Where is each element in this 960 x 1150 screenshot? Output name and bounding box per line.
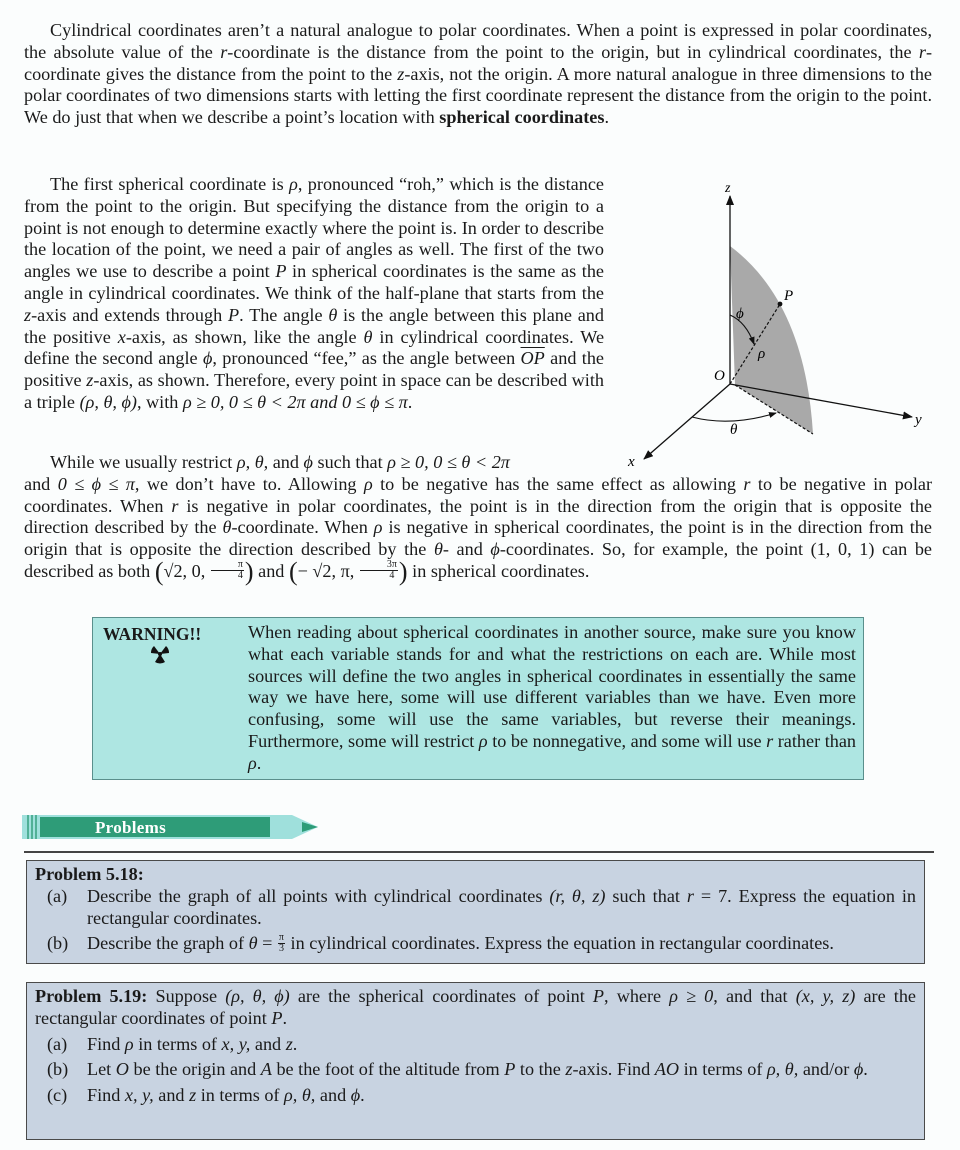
problem-part-a [35, 1034, 916, 1056]
math-expr: ρ ≥ 0, 0 ≤ θ < 2π and 0 ≤ ϕ ≤ π [182, 391, 408, 412]
text: in spherical coordinates. [407, 560, 590, 581]
problem-part-a [35, 886, 916, 930]
text: -axis, not the origin. A more natural analogue in three dimensions to the polar coordinates of two dimensions starts with letting the first coordinate represent the distance from the origin to the point. We do just that when we describe a point’s location with [24, 63, 932, 128]
fraction [278, 933, 285, 954]
text: is negative in spherical coordinates, the point is in the direction from the origin that is opposite the direction described by the [24, 517, 932, 560]
paren: ( [288, 556, 298, 586]
numerator: π [211, 560, 244, 571]
math-var: ρ, θ, [236, 452, 269, 472]
math-var: x [117, 326, 126, 347]
text: , and that [713, 986, 796, 1006]
text: are the rectangular coordinates of point [35, 986, 916, 1028]
text: , we don’t have to. Allowing [134, 473, 364, 494]
problems-banner-pencil [22, 812, 322, 842]
problem-number: Problem 5.19: [35, 986, 148, 1006]
text: Find [87, 1085, 125, 1106]
part-label: (b) [47, 933, 69, 954]
problem-number: Problem 5.18: [35, 864, 144, 884]
math-var: ϕ [853, 1059, 864, 1080]
text: = 7. Express the equation in rectangular coordinates. [87, 885, 916, 928]
text: and the positive [24, 348, 604, 391]
text: -coordinates. So, for example, the point (1, 0, 1) can be described as both [24, 539, 932, 581]
text: . The angle [239, 304, 329, 325]
text: and [253, 560, 289, 581]
part-label: (c) [47, 1085, 68, 1106]
math-var: ρ [124, 1033, 134, 1054]
text: -axis, as shown, like the angle [125, 326, 364, 347]
x-axis [644, 384, 730, 459]
math-var: z [565, 1059, 573, 1080]
paren: ( [154, 556, 164, 586]
text: , where [604, 986, 670, 1006]
label-O: O [714, 368, 725, 384]
math-var: P [271, 1007, 283, 1028]
paren: ) [398, 556, 408, 586]
text: . [256, 752, 262, 773]
math-var: ρ [478, 730, 488, 751]
text: Suppose [147, 986, 226, 1006]
warning-box [92, 617, 864, 780]
numerator: π [278, 931, 284, 943]
math-var: z [189, 1085, 197, 1106]
text: . [407, 391, 413, 412]
text: -coordinate. When [231, 517, 374, 538]
math-var: z [397, 63, 405, 84]
math-var: z [24, 304, 32, 325]
denominator: 4 [389, 570, 395, 582]
text: Describe the graph of [87, 933, 249, 954]
text: , pronounced “fee,” as the angle between [212, 348, 521, 369]
part-label: (a) [47, 885, 68, 906]
text: = [257, 933, 277, 954]
text: . [604, 107, 609, 128]
text: and [315, 1085, 351, 1106]
math-var: z [86, 370, 94, 391]
denominator: 3 [278, 942, 284, 954]
problem-5-19 [26, 982, 925, 1140]
negative-rho-paragraph [24, 452, 932, 586]
math-var: x, y, [124, 1085, 154, 1106]
math-var: r [766, 730, 774, 751]
theta-arc [692, 413, 776, 421]
problem-intro [35, 986, 916, 1030]
numerator: 3π [360, 560, 398, 571]
math-var: ϕ [490, 539, 500, 560]
problem-part-b [35, 933, 916, 955]
spherical-coordinates-figure [620, 172, 960, 472]
problem-title [35, 864, 916, 886]
math-var: ϕ [350, 1085, 361, 1106]
math-expr: ρ ≥ 0, 0 ≤ θ < 2π [387, 452, 510, 472]
math-var: ρ [248, 752, 257, 773]
text: are the spherical coordinates of point [289, 986, 593, 1006]
label-phi: ϕ [736, 306, 744, 322]
text: . [292, 1033, 298, 1054]
math-var: r [743, 473, 751, 494]
fraction [211, 560, 244, 581]
math-var: z [285, 1033, 293, 1054]
text: such that [312, 452, 388, 472]
text: in cylindrical coordinates. Express the equation in rectangular coordinates. [285, 933, 834, 954]
math-expr: ρ ≥ 0 [669, 986, 714, 1006]
y-axis [730, 384, 912, 417]
math-var: P [592, 986, 605, 1006]
text: When reading about spherical coordinates in another source, make sure you know what each variable stands for and what the restrictions on each are. While most sources will define the two angles in spherical coordinates in essentially the same way we have here, some will use different variables than we have. Even more confusing, some will use the same variables, but reverse their meanings. Furthermore, some will restrict [248, 622, 856, 751]
text: The first spherical coordinate is [50, 174, 290, 194]
math-expr: − √2, π, [297, 560, 359, 581]
text: and [153, 1085, 190, 1106]
text: to be negative has the same effect as allowing [372, 473, 744, 494]
segment-OP: $\overline{OP}$ [520, 348, 545, 369]
math-var: θ [222, 517, 232, 538]
math-var: P [275, 261, 287, 282]
text: be the foot of the altitude from [271, 1059, 505, 1080]
text: in terms of [133, 1033, 222, 1054]
radiation-icon [149, 644, 171, 664]
point-P [778, 302, 783, 307]
text: -axis. Find [572, 1059, 655, 1080]
math-var: x, y, [221, 1033, 251, 1054]
text: Let [87, 1059, 116, 1080]
text: . [863, 1059, 868, 1080]
text: be the origin and [128, 1059, 261, 1080]
text: in terms of [196, 1085, 285, 1106]
text: -coordinate gives the distance from the point to the [24, 41, 932, 84]
text: in terms of [679, 1059, 767, 1080]
label-z: z [725, 181, 731, 196]
text: such that [605, 885, 687, 906]
math-var: P [504, 1059, 516, 1080]
warning-text [248, 622, 856, 775]
text: and/or [798, 1059, 854, 1080]
math-var: ρ [373, 517, 383, 538]
text: . [282, 1007, 288, 1028]
math-var: ϕ [303, 452, 313, 472]
math-expr: (ρ, θ, ϕ) [225, 986, 290, 1006]
defined-term: spherical coordinates [439, 107, 605, 128]
denominator: 4 [237, 570, 243, 582]
half-plane [730, 246, 813, 434]
label-x: x [628, 454, 635, 470]
fraction [360, 560, 398, 581]
label-theta: θ [730, 422, 738, 438]
math-expr: (ρ, θ, ϕ) [79, 391, 137, 412]
text: and [24, 473, 58, 494]
problem-part-b [35, 1059, 916, 1081]
math-var: ρ, θ, [284, 1085, 316, 1106]
math-expr: (r, θ, z) [549, 885, 606, 906]
text: is negative in polar coordinates, the point is in the direction from the origin that is opposite the direction described by the [24, 495, 932, 538]
math-var: O [115, 1059, 129, 1080]
label-rho: ρ [758, 346, 766, 362]
math-var: θ [433, 539, 443, 560]
math-var: ρ [289, 174, 298, 194]
math-var: θ [248, 933, 258, 954]
warning-label: WARNING!! [103, 624, 202, 644]
text: -axis and extends through [31, 304, 228, 325]
text: , with [136, 391, 183, 412]
paren: ) [244, 556, 254, 586]
text: Cylindrical coordinates aren’t a natural analogue to polar coordinates. When a point is expressed in polar coordinates, the absolute value of the [24, 20, 932, 62]
text: and [268, 452, 304, 472]
definition-paragraph [24, 174, 604, 414]
problems-heading: Problems [95, 818, 167, 837]
math-var: θ [328, 304, 338, 325]
text: - and [442, 539, 491, 560]
math-expr: 0 ≤ ϕ ≤ π [57, 473, 135, 494]
math-var: P [227, 304, 240, 325]
text: . [360, 1085, 365, 1106]
math-var: r [220, 41, 228, 62]
part-label: (a) [47, 1033, 68, 1054]
text: to the [515, 1059, 566, 1080]
math-expr: √2, 0, [163, 560, 210, 581]
math-var: ρ [363, 473, 373, 494]
text: Find [87, 1033, 125, 1054]
text: and [250, 1033, 286, 1054]
text: -axis, as shown. Therefore, every point in space can be described with a triple [24, 370, 605, 412]
part-label: (b) [47, 1059, 69, 1080]
text: is the angle between this plane and the positive [24, 304, 604, 347]
problem-5-18 [26, 860, 925, 964]
text: to be nonnegative, and some will use [487, 730, 767, 751]
text: -coordinate is the distance from the point to the origin, but in cylindrical coordinates, the [227, 41, 919, 62]
text: rather than [773, 730, 857, 751]
text: to be negative in polar coordinates. When [24, 473, 932, 516]
label-y: y [915, 412, 922, 428]
divider [24, 851, 934, 853]
text: Describe the graph of all points with cylindrical coordinates [87, 885, 550, 906]
math-expr: (x, y, z) [795, 986, 856, 1006]
math-var: AO [654, 1059, 680, 1080]
text: , pronounced “roh,” which is the distance from the point to the origin. But specifying the distance from the origin to a point is not enough to determine exactly where the point is. In order to describe the location of the point, we need a pair of angles as well. The first of the two angles we use to describe a point [24, 174, 604, 282]
math-var: ρ, θ, [766, 1059, 799, 1080]
math-var: r [686, 885, 694, 906]
text: in cylindrical coordinates. We define the second angle [24, 326, 605, 369]
text: While we usually restrict [50, 452, 237, 472]
text: in spherical coordinates is the same as the angle in cylindrical coordinates. We think of the half-plane that starts from the [24, 261, 604, 303]
math-var: θ [363, 326, 373, 347]
math-var: r [918, 41, 926, 62]
label-P: P [784, 288, 794, 304]
problem-part-c [35, 1085, 916, 1107]
math-var: ϕ [202, 348, 213, 369]
intro-paragraph [24, 20, 932, 129]
math-var: A [260, 1059, 272, 1080]
math-var: r [171, 495, 179, 516]
